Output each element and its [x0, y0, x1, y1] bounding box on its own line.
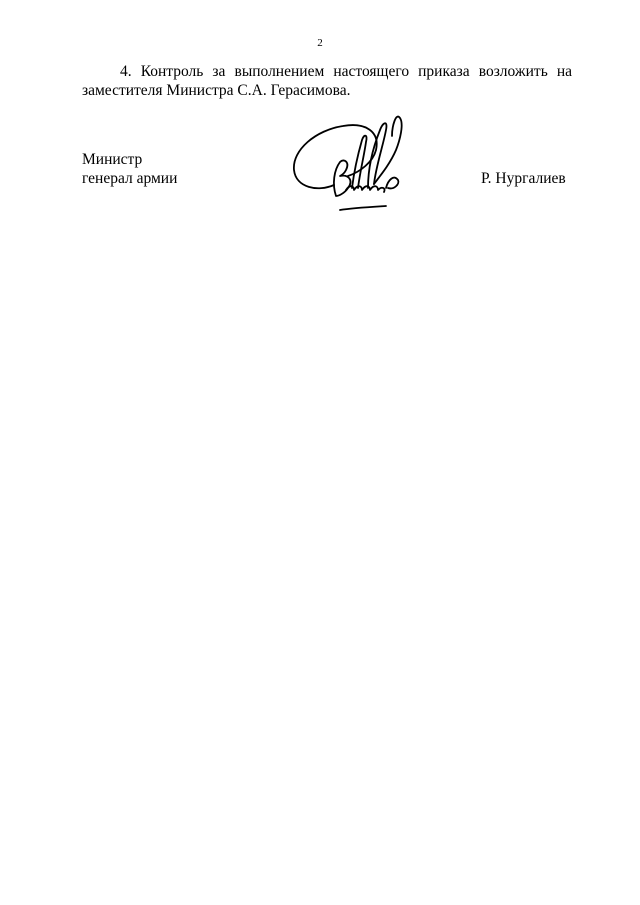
- signer-rank: генерал армии: [82, 170, 178, 187]
- signer-title-block: [82, 150, 177, 188]
- order-paragraph: [82, 62, 572, 100]
- page-number: 2: [317, 37, 323, 49]
- signer-position: Министр: [82, 151, 143, 168]
- paragraph-line-2: заместителя Министра С.А. Герасимова.: [82, 82, 351, 99]
- paragraph-line-1: 4. Контроль за выполнением настоящего приказа возложить на: [120, 63, 572, 80]
- handwritten-signature: [288, 110, 418, 215]
- signer-name: Р. Нургалиев: [481, 170, 566, 187]
